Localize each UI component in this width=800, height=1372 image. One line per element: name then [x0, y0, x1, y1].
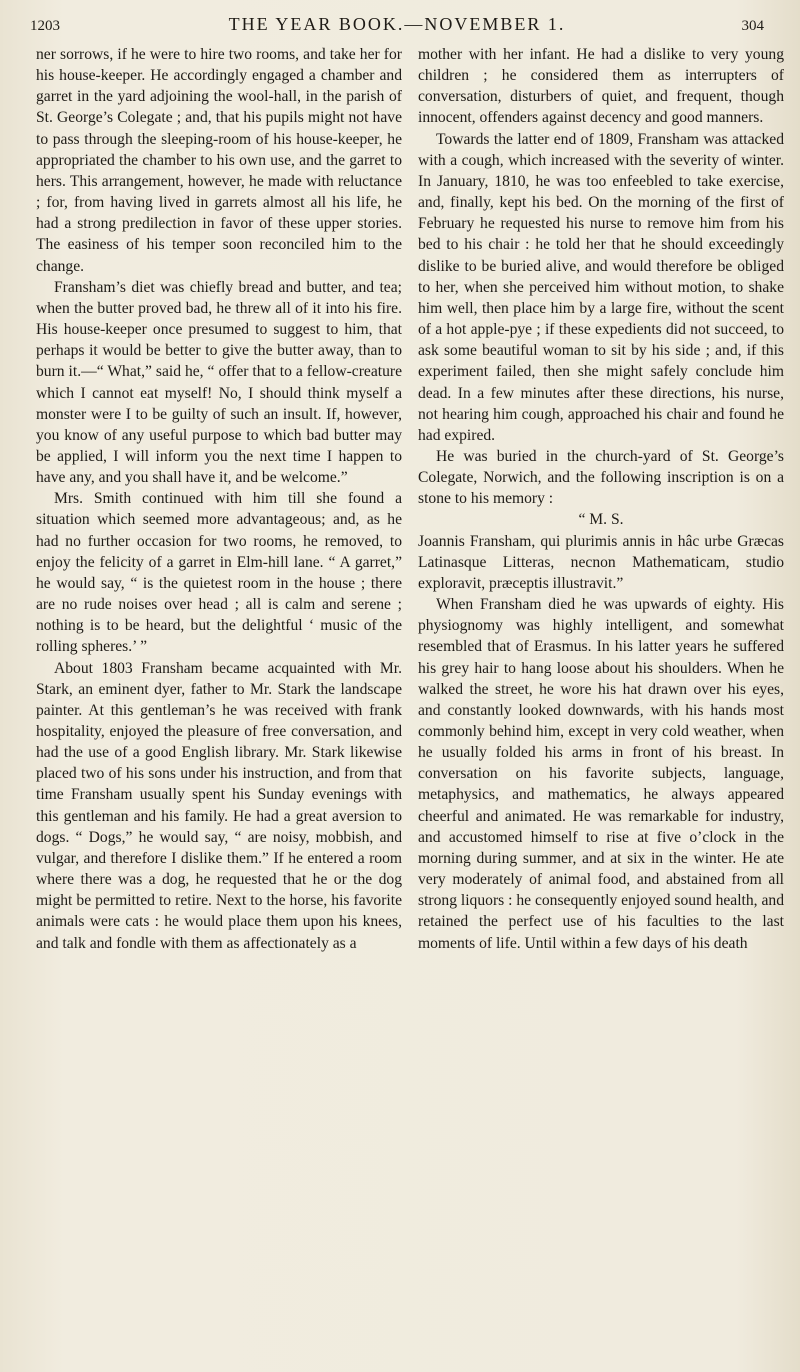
page-number-left: 1203	[30, 18, 60, 34]
inscription-text: Joannis Fransham, qui plurimis annis in hâc urbe Græcas Latinasque Litteras, necnon Mathematicam, studio exploravit, præceptis illustravit.”	[418, 532, 784, 592]
paragraph: When Fransham died he was upwards of eighty. His physiognomy was highly intelligent, and somewhat resembled that of Erasmus. In his latter years he suffered his grey hair to hang loose about his shoulders. When he walked the street, he wore his hat drawn over his eyes, and constantly looked downwards, with his hands most commonly behind him, except in very cold weather, when he usually folded his arms in front of his breast. In conversation on his favorite subjects, language, metaphysics, and mathematics, he always appeared cheerful and animated. He was remarkable for industry, and accustomed himself to rise at five o’clock in the morning during summer, and at six in the winter. He ate very moderately of animal food, and abstained from all strong liquors : he consequently enjoyed sound health, and retained the perfect use of his faculties to the last moments of life. Until within a few days of his death	[418, 596, 784, 952]
paragraph: Mrs. Smith continued with him till she found a situation which seemed more advantageous; and, as he had no further occasion for two rooms, he removed, to enjoy the felicity of a garret in Elm-hill lane. “ A garret,” he would say, “ is the quietest room in the house ; there are no rude noises over head ; all is calm and serene ; nothing is to be heard, but the delightful ‘ music of the rolling spheres.’ ”	[36, 490, 402, 656]
running-title: THE YEAR BOOK.—NOVEMBER 1.	[228, 14, 566, 34]
right-column	[418, 44, 784, 954]
left-column	[36, 44, 402, 954]
paragraph: mother with her infant. He had a dislike to very young children ; he considered them as interrupters of conversation, disturbers of quiet, and frequent, though innocent, offenders against decency and good manners.	[418, 46, 784, 127]
paragraph: ner sorrows, if he were to hire two rooms, and take her for his house-keeper. He accordingly engaged a chamber and garret in the yard adjoining the wool-hall, in the parish of St. George’s Colegate ; and, that his pupils might not have to pass through the sleeping-room of his house-keeper, he appropriated the chamber to his own use, and the garret to hers. This arrangement, however, he made with reluctance ; for, from having lived in garrets almost all his life, he had a strong predilection in favor of these upper stories. The easiness of his temper soon reconciled him to the change.	[36, 46, 402, 275]
inscription-heading: “ M. S.	[578, 511, 624, 529]
paragraph: He was buried in the church-yard of St. George’s Colegate, Norwich, and the following inscription is on a stone to his memory :	[418, 447, 784, 508]
paragraph: About 1803 Fransham became acquainted with Mr. Stark, an eminent dyer, father to Mr. Stark the landscape painter. At this gentleman’s he was received with frank hospitality, enjoyed the pleasure of free conversation, and had the use of a good English library. Mr. Stark likewise placed two of his sons under his instruction, and from that time Fransham usually spent his Sunday evenings with this gentleman and his family. He had a great aversion to dogs. “ Dogs,” he would say, “ are noisy, mobbish, and vulgar, and therefore I dislike them.” If he entered a room where there was a dog, he requested that he or the dog might be permitted to retire. Next to the horse, his favorite animals were cats : he would place them upon his knees, and talk and fondle with them as affectionately as a	[36, 659, 402, 952]
paragraph: Towards the latter end of 1809, Fransham was attacked with a cough, which increased with the severity of winter. In January, 1810, he was too enfeebled to take exercise, and, finally, kept his bed. On the morning of the first of February he requested his nurse to remove him from his bed to his chair : he told her that he should exceedingly dislike to be buried alive, and would therefore be obliged to her, when she perceived him without motion, to shake him well, then place him by a large fire, without the scent of a hot apple-pye ; if these expedients did not succeed, to ask some beautiful woman to sit by his side ; and, if this experiment failed, then she might safely conclude him dead. In a few minutes after these directions, his nurse, not hearing him cough, approached his chair and found he had expired.	[418, 130, 784, 444]
running-header	[30, 14, 764, 38]
paragraph: Fransham’s diet was chiefly bread and butter, and tea; when the butter proved bad, he threw all of it into his fire. His house-keeper once presumed to suggest to him, that perhaps it would be better to give the butter away, than to burn it.—“ What,” said he, “ offer that to a fellow-creature which I cannot eat myself! No, I should think myself a monster were I to be guilty of such an insult. If, however, you know of any useful purpose to which bad butter may be applied, I will inform you the next time I happen to have any, and you shall have it, and be welcome.”	[36, 278, 402, 487]
page-number-right: 304	[741, 18, 764, 34]
